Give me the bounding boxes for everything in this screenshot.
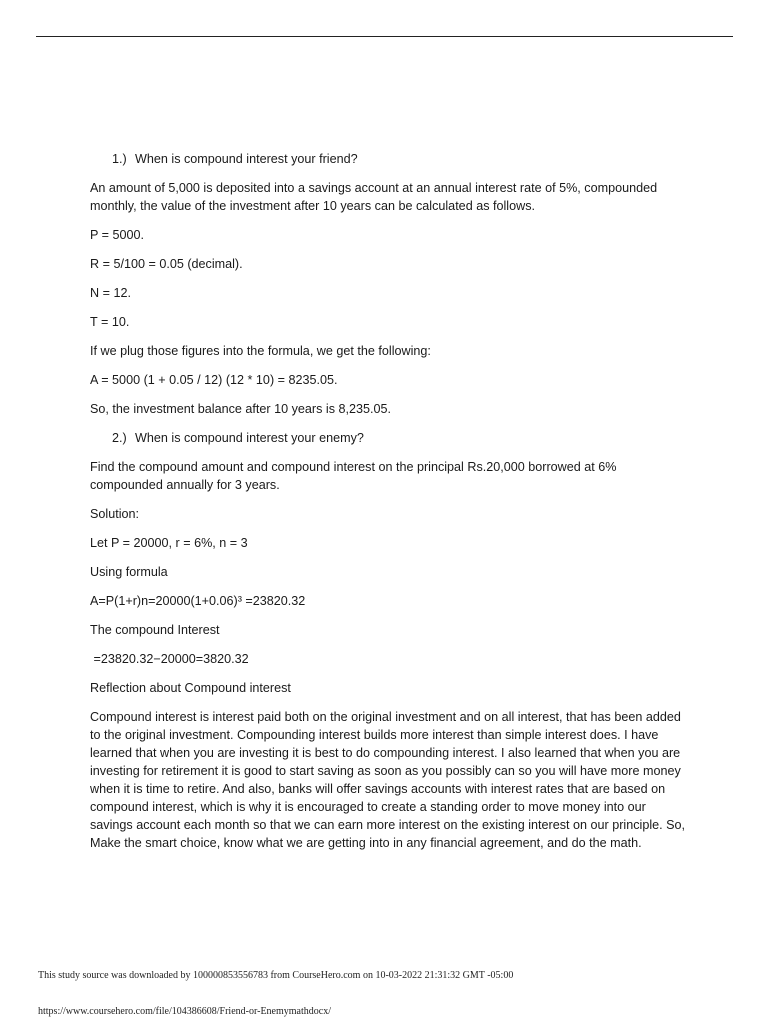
footer-source-notice: This study source was downloaded by 100000853556783 from CourseHero.com on 10-03-2022 21:31:32 GMT -05:00 [38, 970, 514, 981]
question-2 [90, 429, 690, 447]
question-1 [90, 150, 690, 168]
compound-interest-label: The compound Interest [90, 623, 220, 637]
question-1-number: 1.) [112, 152, 127, 166]
document-body [90, 150, 690, 863]
using-formula-label: Using formula [90, 565, 168, 579]
formula-compound-amount: A=P(1+r)n=20000(1+0.06)³ =23820.32 [90, 594, 306, 608]
formula-a: A = 5000 (1 + 0.05 / 12) (12 * 10) = 8235.05. [90, 373, 338, 387]
value-t: T = 10. [90, 315, 130, 329]
compound-interest-value: =23820.32−20000=3820.32 [90, 652, 249, 666]
question-1-text: When is compound interest your friend? [135, 152, 358, 166]
value-p: P = 5000. [90, 228, 145, 242]
value-r: R = 5/100 = 0.05 (decimal). [90, 257, 243, 271]
value-n: N = 12. [90, 286, 131, 300]
given-values: Let P = 20000, r = 6%, n = 3 [90, 536, 248, 550]
paragraph-deposit: An amount of 5,000 is deposited into a savings account at an annual interest rate of 5%, compounded monthly, the value of the investment after 10 years can be calculated as follows. [90, 181, 661, 213]
question-2-text: When is compound interest your enemy? [135, 431, 364, 445]
paragraph-plug: If we plug those figures into the formula, we get the following: [90, 344, 431, 358]
paragraph-balance: So, the investment balance after 10 years is 8,235.05. [90, 402, 392, 416]
paragraph-problem: Find the compound amount and compound interest on the principal Rs.20,000 borrowed at 6% compounded annually for 3 years. [90, 460, 620, 492]
reflection-paragraph: Compound interest is interest paid both on the original investment and on all interest, that has been added to the original investment. Compounding interest builds more interest than simple interest does. I have learned that when you are investing it is best to do compounding interest. I also learned that when you are investing for retirement it is good to start saving as soon as you possibly can so you will have more money when it is time to retire. And also, banks will offer savings accounts with interest rates that are based on compound interest, which is why it is encouraged to create a standing order to move money into our savings account each month so that we can earn more interest on the existing interest on our principle. So, Make the smart choice, know what we are getting into in any financial agreement, and do the math. [90, 710, 689, 850]
reflection-title: Reflection about Compound interest [90, 681, 291, 695]
header-divider [36, 36, 733, 37]
footer-url[interactable]: https://www.coursehero.com/file/104386608/Friend-or-Enemymathdocx/ [38, 1006, 331, 1017]
solution-label: Solution: [90, 507, 140, 521]
question-2-number: 2.) [112, 431, 127, 445]
